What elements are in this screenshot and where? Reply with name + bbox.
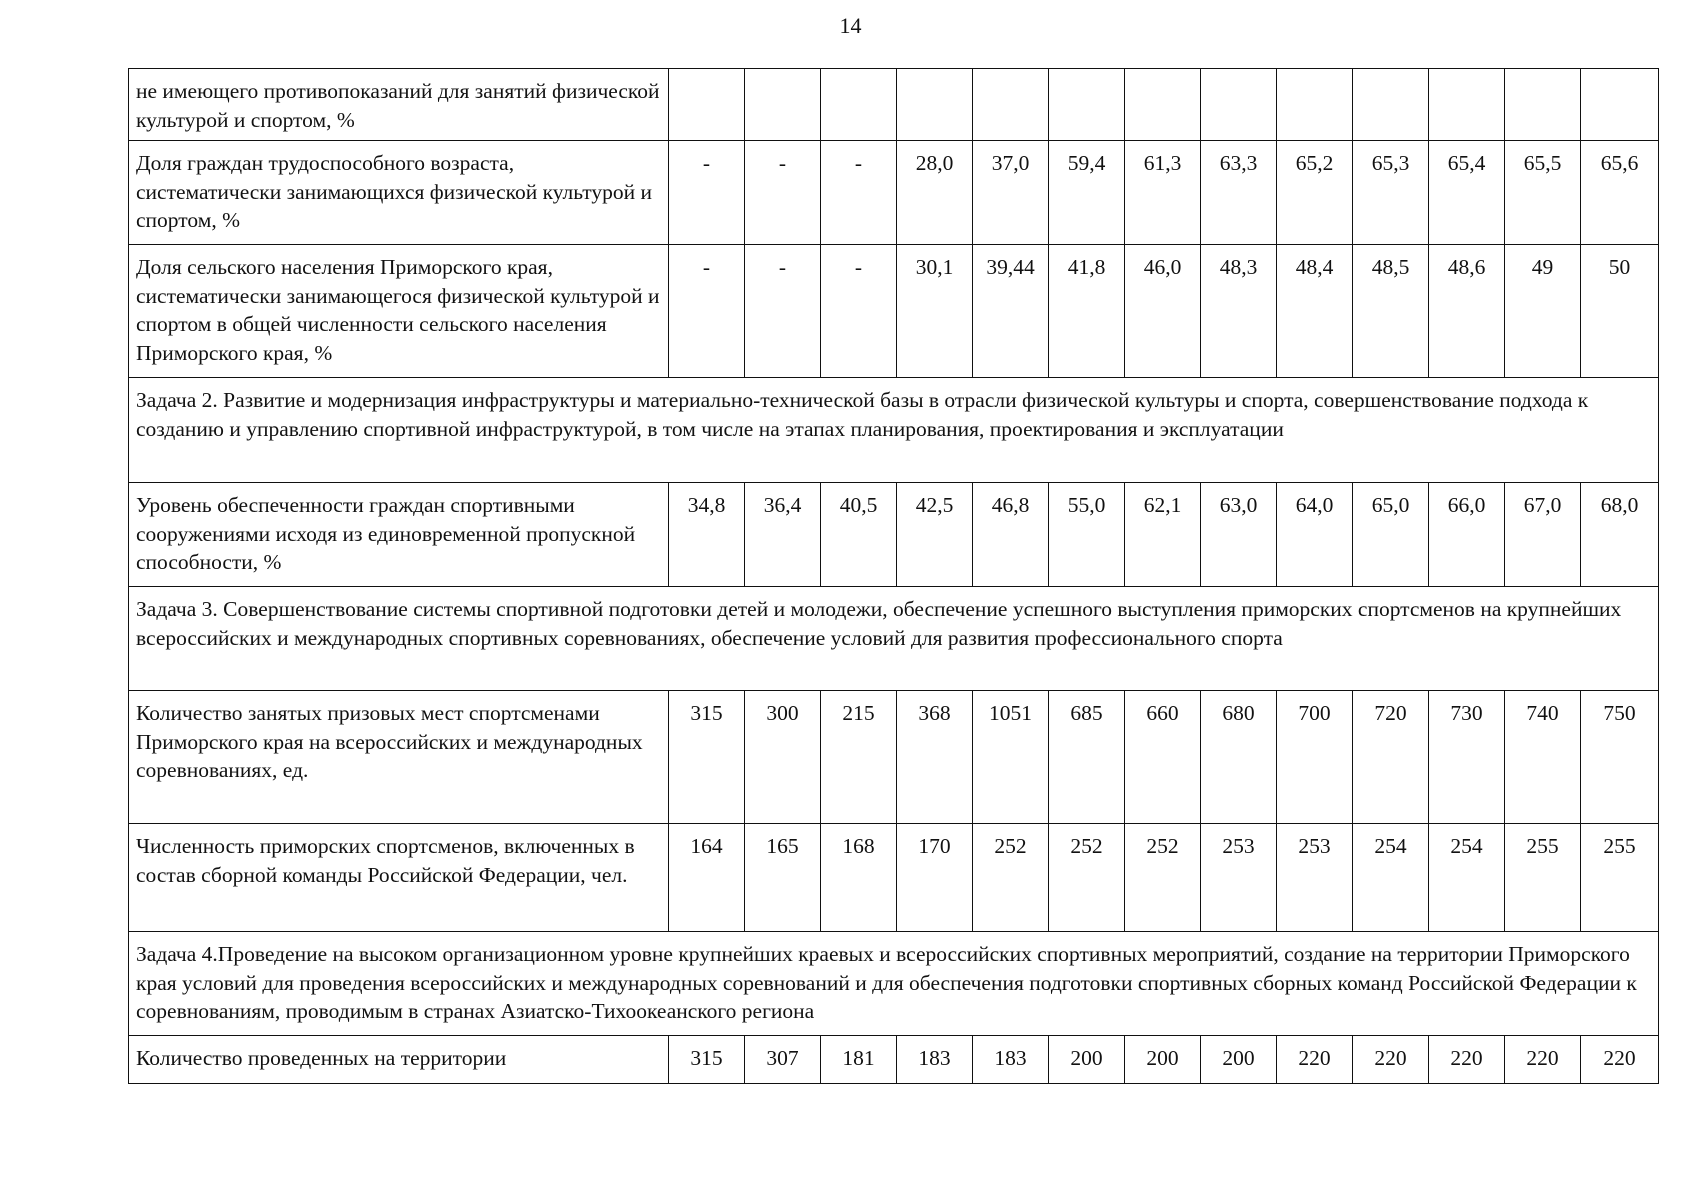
indicator-value: - — [821, 141, 897, 245]
indicator-value — [1201, 69, 1277, 141]
indicators-table — [128, 68, 1659, 1084]
indicator-value: 1051 — [973, 691, 1049, 824]
indicator-value: 30,1 — [897, 245, 973, 378]
indicator-value: 40,5 — [821, 483, 897, 587]
indicator-value: 220 — [1429, 1036, 1505, 1084]
indicator-value: 368 — [897, 691, 973, 824]
indicator-value: 65,3 — [1353, 141, 1429, 245]
indicator-label: Доля сельского населения Приморского края, систематически занимающегося физической культурой и спортом в общей численности сельского населения Приморского края, % — [129, 245, 669, 378]
indicator-value: 46,8 — [973, 483, 1049, 587]
task-heading: Задача 4.Проведение на высоком организационном уровне крупнейших краевых и всероссийских спортивных мероприятий, создание на территории Приморского края условий для проведения всероссийских и международных соревнований и для обеспечения подготовки спортивных сборных команд Российской Федерации к соревнованиям, проводимым в странах Азиатско-Тихоокеанского региона — [129, 932, 1659, 1036]
indicator-row — [129, 483, 1659, 587]
indicator-value — [897, 69, 973, 141]
indicator-value: 740 — [1505, 691, 1581, 824]
indicator-value: 170 — [897, 824, 973, 932]
indicator-value: - — [821, 245, 897, 378]
indicator-value: 252 — [1049, 824, 1125, 932]
indicator-value: 48,6 — [1429, 245, 1505, 378]
task-heading: Задача 2. Развитие и модернизация инфраструктуры и материально-технической базы в отрасли физической культуры и спорта, совершенствование подхода к созданию и управлению спортивной инфраструктурой, в том числе на этапах планирования, проектирования и эксплуатации — [129, 378, 1659, 483]
indicator-value: 62,1 — [1125, 483, 1201, 587]
indicator-value: 65,6 — [1581, 141, 1659, 245]
indicator-value: 220 — [1353, 1036, 1429, 1084]
indicator-value: 68,0 — [1581, 483, 1659, 587]
indicator-value — [1505, 69, 1581, 141]
table-body — [129, 69, 1659, 1084]
indicator-value — [1049, 69, 1125, 141]
indicator-value — [1581, 69, 1659, 141]
indicator-value: 680 — [1201, 691, 1277, 824]
indicator-value: 685 — [1049, 691, 1125, 824]
indicator-value: 200 — [1049, 1036, 1125, 1084]
indicator-value: 37,0 — [973, 141, 1049, 245]
indicator-value: 252 — [1125, 824, 1201, 932]
indicator-value: - — [745, 245, 821, 378]
indicator-value: 215 — [821, 691, 897, 824]
indicator-value — [1429, 69, 1505, 141]
indicator-value: - — [669, 141, 745, 245]
indicator-value: 200 — [1201, 1036, 1277, 1084]
indicator-value: 28,0 — [897, 141, 973, 245]
indicator-value: 55,0 — [1049, 483, 1125, 587]
indicator-row — [129, 824, 1659, 932]
indicator-value: 307 — [745, 1036, 821, 1084]
task-row — [129, 587, 1659, 691]
indicator-value: 165 — [745, 824, 821, 932]
indicator-row — [129, 141, 1659, 245]
indicator-value: 220 — [1505, 1036, 1581, 1084]
task-heading: Задача 3. Совершенствование системы спортивной подготовки детей и молодежи, обеспечение успешного выступления приморских спортсменов на крупнейших всероссийских и международных спортивных соревнованиях, обеспечение условий для развития профессионального спорта — [129, 587, 1659, 691]
indicator-value: 220 — [1581, 1036, 1659, 1084]
indicator-value: 36,4 — [745, 483, 821, 587]
indicator-value: 720 — [1353, 691, 1429, 824]
indicator-value: 315 — [669, 1036, 745, 1084]
indicator-value: 660 — [1125, 691, 1201, 824]
indicator-value: 41,8 — [1049, 245, 1125, 378]
indicator-value: 61,3 — [1125, 141, 1201, 245]
indicator-value: 220 — [1277, 1036, 1353, 1084]
indicator-value: 254 — [1429, 824, 1505, 932]
indicator-value: 59,4 — [1049, 141, 1125, 245]
indicator-value: 300 — [745, 691, 821, 824]
indicator-value: 65,2 — [1277, 141, 1353, 245]
indicator-value — [1353, 69, 1429, 141]
indicator-row — [129, 691, 1659, 824]
indicator-row — [129, 245, 1659, 378]
indicator-value: 255 — [1505, 824, 1581, 932]
indicator-value: 67,0 — [1505, 483, 1581, 587]
indicator-label: Количество проведенных на территории — [129, 1036, 669, 1084]
indicator-value: 48,3 — [1201, 245, 1277, 378]
indicator-value: 200 — [1125, 1036, 1201, 1084]
indicator-value: 168 — [821, 824, 897, 932]
indicator-value: 34,8 — [669, 483, 745, 587]
indicator-label: Численность приморских спортсменов, включенных в состав сборной команды Российской Федерации, чел. — [129, 824, 669, 932]
indicator-label: не имеющего противопоказаний для занятий физической культурой и спортом, % — [129, 69, 669, 141]
page-number: 14 — [839, 13, 862, 38]
indicator-value: 730 — [1429, 691, 1505, 824]
indicator-value — [745, 69, 821, 141]
indicator-value: 253 — [1277, 824, 1353, 932]
indicator-value — [821, 69, 897, 141]
indicator-value: 750 — [1581, 691, 1659, 824]
indicator-row — [129, 1036, 1659, 1084]
indicator-value: 66,0 — [1429, 483, 1505, 587]
indicator-value — [973, 69, 1049, 141]
indicator-value: 64,0 — [1277, 483, 1353, 587]
indicator-value — [1125, 69, 1201, 141]
indicator-value: 700 — [1277, 691, 1353, 824]
indicator-value: 164 — [669, 824, 745, 932]
indicator-value: 183 — [897, 1036, 973, 1084]
task-row — [129, 378, 1659, 483]
indicator-label: Доля граждан трудоспособного возраста, систематически занимающихся физической культурой и спортом, % — [129, 141, 669, 245]
indicator-value: 48,5 — [1353, 245, 1429, 378]
indicator-label: Уровень обеспеченности граждан спортивными сооружениями исходя из единовременной пропускной способности, % — [129, 483, 669, 587]
indicator-value: 50 — [1581, 245, 1659, 378]
indicator-value: 65,4 — [1429, 141, 1505, 245]
indicator-value: 65,5 — [1505, 141, 1581, 245]
indicator-value: 252 — [973, 824, 1049, 932]
indicator-value: 42,5 — [897, 483, 973, 587]
indicator-row — [129, 69, 1659, 141]
indicator-value: 63,0 — [1201, 483, 1277, 587]
indicator-value: 46,0 — [1125, 245, 1201, 378]
indicator-value: 65,0 — [1353, 483, 1429, 587]
indicator-value: 49 — [1505, 245, 1581, 378]
indicator-label: Количество занятых призовых мест спортсменами Приморского края на всероссийских и международных соревнованиях, ед. — [129, 691, 669, 824]
indicator-value — [1277, 69, 1353, 141]
indicator-value — [669, 69, 745, 141]
indicator-value: 315 — [669, 691, 745, 824]
indicator-value: 48,4 — [1277, 245, 1353, 378]
indicator-value: 255 — [1581, 824, 1659, 932]
indicator-value: 254 — [1353, 824, 1429, 932]
indicator-value: - — [745, 141, 821, 245]
indicator-value: - — [669, 245, 745, 378]
indicator-value: 63,3 — [1201, 141, 1277, 245]
indicator-value: 253 — [1201, 824, 1277, 932]
indicator-value: 183 — [973, 1036, 1049, 1084]
indicator-value: 181 — [821, 1036, 897, 1084]
task-row — [129, 932, 1659, 1036]
indicator-value: 39,44 — [973, 245, 1049, 378]
